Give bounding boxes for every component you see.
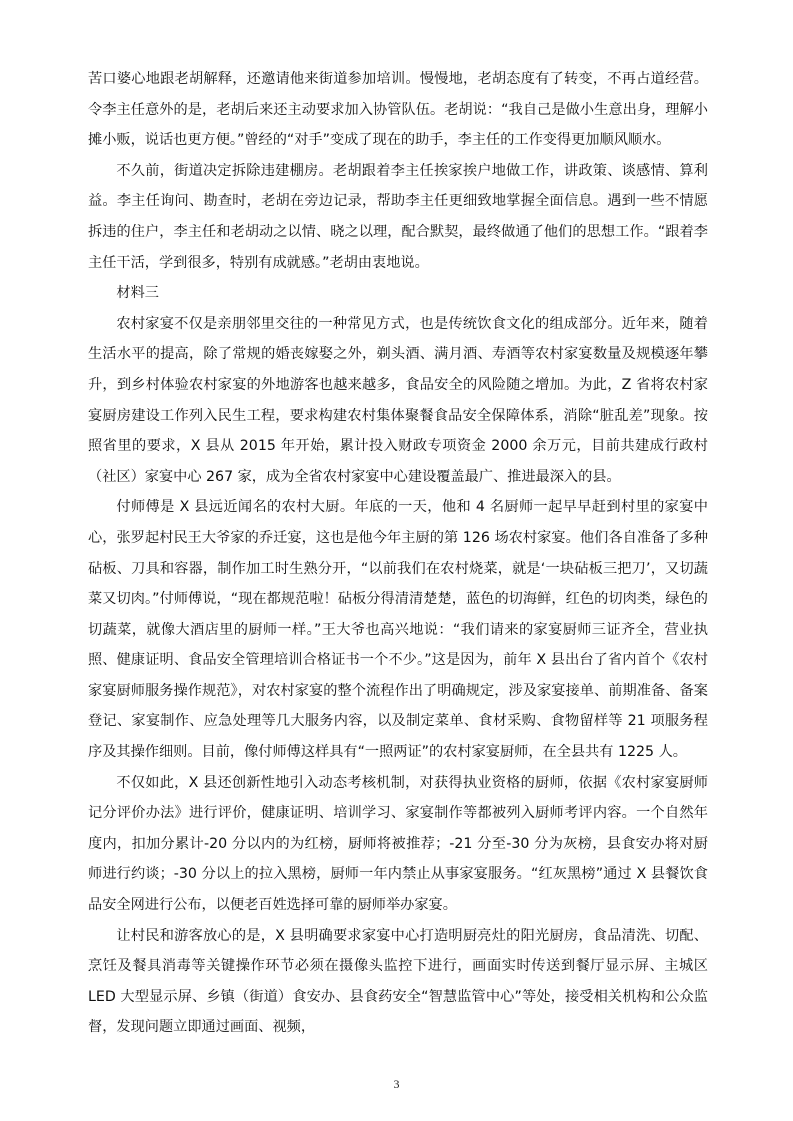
- paragraph-assessment-mechanism: 不仅如此，X 县还创新性地引入动态考核机制，对获得执业资格的厨师，依据《农村家宴厨师记分评价办法》进行评价，健康证明、培训学习、家宴制作等都被列入厨师考评内容。一个自然年度内，扣加分累计-20 分以内的为红榜，厨师将被推荐；-21 分至-30 分为灰榜，县食安办将对厨师进行约谈；-30 分以上的拉入黑榜，厨师一年内禁止从事家宴服务。“红灰黑榜”通过 X 县餐饮食品安全网进行公布，以便老百姓选择可靠的厨师举办家宴。: [88, 774, 708, 914]
- paragraph-chef-fu: 付师傅是 X 县远近闻名的农村大厨。年底的一天，他和 4 名厨师一起早早赶到村里的家宴中心，张罗起村民王大爷家的乔迁宴，这也是他今年主厨的第 126 场农村家宴。他们各自准备了多种砧板、刀具和容器，制作加工时生熟分开，“以前我们在农村烧菜，就是‘一块砧板三把刀’，又切蔬菜又切肉。”付师傅说，“现在都规范啦！砧板分得清清楚楚，蓝色的切海鲜，红色的切肉类，绿色的切蔬菜，就像大酒店里的厨师一样。”王大爷也高兴地说：“我们请来的家宴厨师三证齐全，营业执照、健康证明、食品安全管理培训合格证书一个不少。”这是因为，前年 X 县出台了省内首个《农村家宴厨师服务操作规范》，对农村家宴的整个流程作出了明确规定，涉及家宴接单、前期准备、备案登记、家宴制作、应急处理等几大服务内容，以及制定菜单、食材采购、食物留样等 21 项服务程序及其操作细则。目前，像付师傅这样具有“一照两证”的农村家宴厨师，在全县共有 1225 人。: [88, 499, 708, 761]
- section-heading: 材料三: [116, 285, 159, 302]
- paragraph-demolition: 不久前，街道决定拆除违建棚房。老胡跟着李主任挨家挨户地做工作，讲政策、谈感情、算利益。李主任询问、勘查时，老胡在旁边记录，帮助李主任更细致地掌握全面信息。遇到一些不情愿拆违的住户，李主任和老胡动之以情、晓之以理，配合默契，最终做通了他们的思想工作。“跟着李主任干活，学到很多，特别有成就感。”老胡由衷地说。: [88, 162, 708, 271]
- paragraph-rural-banquet-intro: 农村家宴不仅是亲朋邻里交往的一种常见方式，也是传统饮食文化的组成部分。近年来，随着生活水平的提高，除了常规的婚丧嫁娶之外，剃头酒、满月酒、寿酒等农村家宴数量及规模逐年攀升，到乡村体验农村家宴的外地游客也越来越多，食品安全的风险随之增加。为此，Z 省将农村家宴厨房建设工作列入民生工程，要求构建农村集体聚餐食品安全保障体系，消除“脏乱差”现象。按照省里的要求，X 县从 2015 年开始，累计投入财政专项资金 2000 余万元，目前共建成行政村（社区）家宴中心 267 家，成为全省农村家宴中心建设覆盖最广、推进最深入的县。: [88, 315, 708, 485]
- document-body: [88, 64, 708, 1043]
- paragraph-sunshine-kitchen: 让村民和游客放心的是，X 县明确要求家宴中心打造明厨亮灶的阳光厨房，食品清洗、切配、烹饪及餐具消毒等关键操作环节必须在摄像头监控下进行，画面实时传送到餐厅显示屏、主城区 LED 大型显示屏、乡镇（街道）食安办、县食药安全“智慧监管中心”等处，接受相关机构和公众监督，发现问题立即通过画面、视频，: [88, 927, 708, 1036]
- paragraph-continuation: 苦口婆心地跟老胡解释，还邀请他来街道参加培训。慢慢地，老胡态度有了转变，不再占道经营。令李主任意外的是，老胡后来还主动要求加入协管队伍。老胡说：“我自己是做小生意出身，理解小摊小贩，说话也更方便。”曾经的“对手”变成了现在的助手，李主任的工作变得更加顺风顺水。: [88, 71, 708, 149]
- page-number: 3: [393, 1077, 400, 1091]
